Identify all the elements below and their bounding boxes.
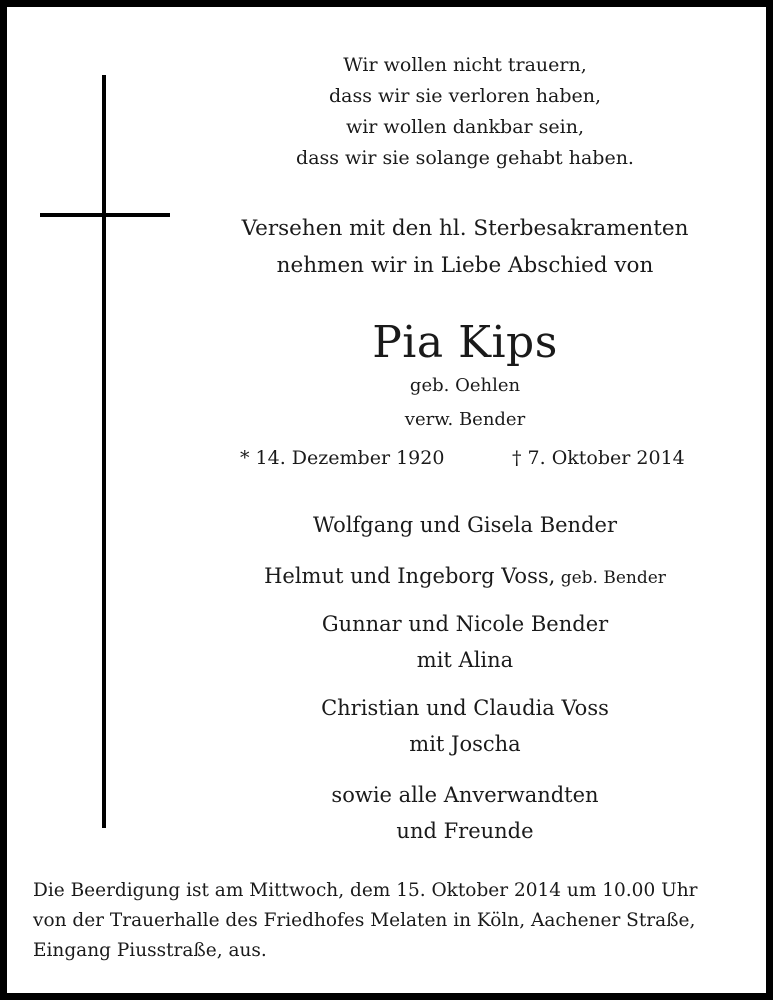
family-line: und Freunde bbox=[396, 819, 534, 843]
poem-block bbox=[190, 50, 740, 174]
cross-horizontal-bar bbox=[40, 213, 170, 217]
funeral-line: von der Trauerhalle des Friedhofes Melaten in Köln, Aachener Straße, bbox=[33, 910, 696, 931]
poem-line: Wir wollen nicht trauern, bbox=[343, 54, 587, 76]
family-line bbox=[190, 558, 740, 596]
intro-line: nehmen wir in Liebe Abschied von bbox=[276, 253, 654, 278]
deceased-name: Pia Kips bbox=[372, 317, 558, 368]
family-line: Christian und Claudia Voss bbox=[321, 696, 609, 720]
family-line: sowie alle Anverwandten bbox=[331, 783, 599, 807]
intro-line: Versehen mit den hl. Sterbesakramenten bbox=[241, 216, 689, 241]
cross-vertical-bar bbox=[102, 75, 106, 828]
family-member-1 bbox=[190, 507, 740, 543]
poem-line: dass wir sie verloren haben, bbox=[328, 85, 602, 107]
death-date: † 7. Oktober 2014 bbox=[512, 447, 685, 469]
family-name: Helmut und Ingeborg Voss, bbox=[264, 564, 556, 588]
poem-line: wir wollen dankbar sein, bbox=[345, 116, 585, 138]
family-maiden-note: geb. Bender bbox=[555, 568, 666, 588]
family-line: Gunnar und Nicole Bender bbox=[321, 612, 609, 636]
family-relatives bbox=[190, 777, 740, 849]
intro-text bbox=[190, 210, 740, 284]
family-member-4 bbox=[190, 690, 740, 762]
funeral-line: Die Beerdigung ist am Mittwoch, dem 15. Oktober 2014 um 10.00 Uhr bbox=[33, 880, 698, 901]
funeral-notice bbox=[33, 876, 745, 966]
birth-date: * 14. Dezember 1920 bbox=[240, 447, 445, 469]
family-member-3 bbox=[190, 606, 740, 678]
family-line: Wolfgang und Gisela Bender bbox=[313, 513, 617, 537]
funeral-line: Eingang Piusstraße, aus. bbox=[33, 940, 267, 961]
family-member-2 bbox=[190, 558, 740, 596]
maiden-name: geb. Oehlen bbox=[409, 375, 521, 396]
poem-line: dass wir sie solange gehabt haben. bbox=[296, 147, 634, 169]
family-line: mit Joscha bbox=[409, 732, 521, 756]
widowed-name: verw. Bender bbox=[404, 409, 526, 430]
family-line: mit Alina bbox=[416, 648, 514, 672]
